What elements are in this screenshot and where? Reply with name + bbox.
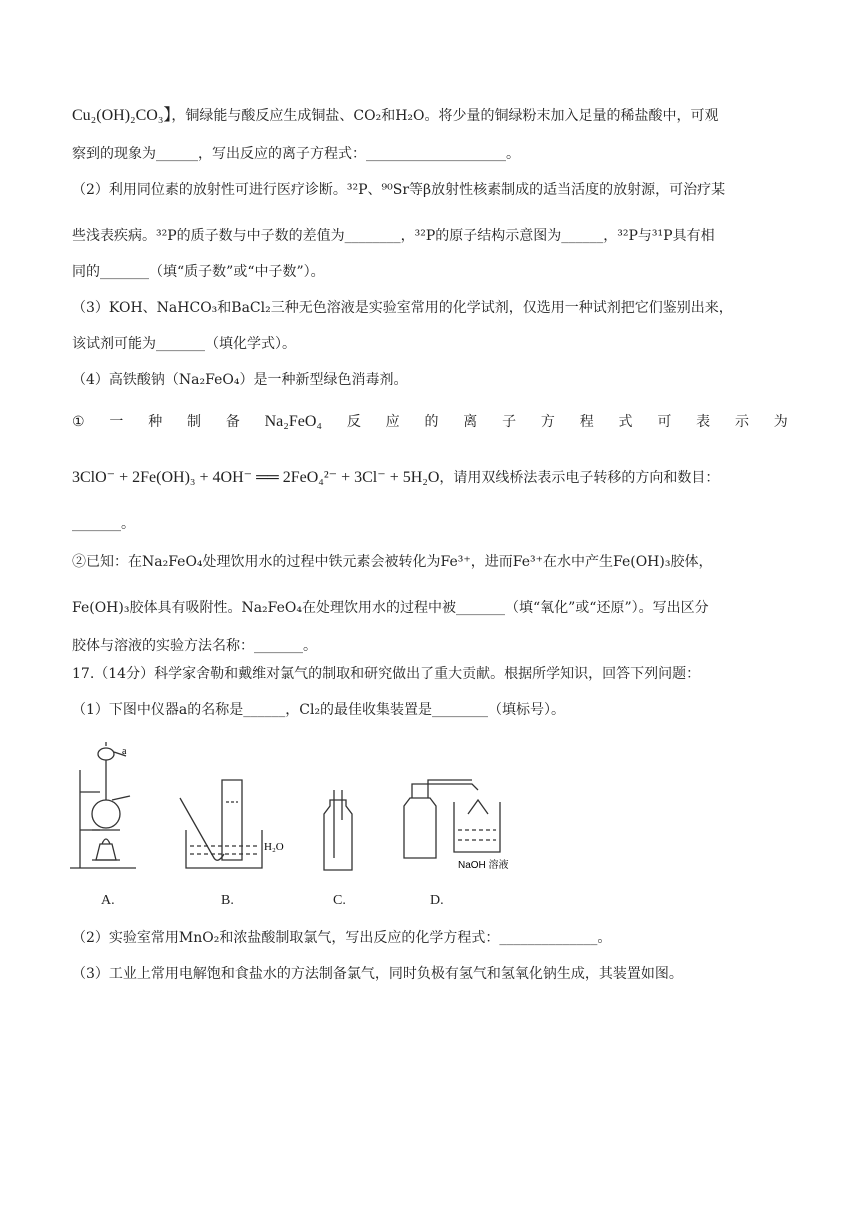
spread-char: 种 [148,414,163,430]
copper-carbonate-formula: Cu₂(OH)₂CO₃】 [72,107,172,124]
q16-intro-line [72,106,719,126]
q16-2-line1: （2）利用同位素的放射性可进行医疗诊断。³²P、⁹⁰Sr等β放射性核素制成的适当活度的放射源，可治疗某 [72,182,726,198]
spread-char: 一 [109,414,124,430]
spread-char: 方 [540,414,555,430]
q16-3-line2: 该试剂可能为_______（填化学式）。 [72,336,296,352]
q16-4-line1: （4）高铁酸钠（Na₂FeO₄）是一种新型绿色消毒剂。 [72,372,408,388]
spread-char: 制 [187,414,201,430]
spread-char: 离 [463,414,478,430]
apparatus-b-figure [178,740,288,876]
q16-2-line2: 些浅表疾病。³²P的质子数与中子数的差值为________，³²P的原子结构示意图为______，³²P与³¹P具有相 [72,228,715,244]
spread-char: 可 [657,414,672,430]
label-water: H₂O [264,841,284,853]
spread-char: 应 [385,414,400,430]
spread-char: 子 [502,414,517,430]
apparatus-c-figure [314,740,358,876]
q16-4-sub2-line2: Fe(OH)₃胶体具有吸附性。Na₂FeO₄在处理饮用水的过程中被_______（填“氧化”或“还原”）。写出区分 [72,600,709,616]
q17-sub2: （2）实验室常用MnO₂和浓盐酸制取氯气，写出反应的化学方程式：______________。 [72,930,612,946]
spread-char: 示 [734,414,749,430]
q17-sub1: （1）下图中仪器a的名称是______，Cl₂的最佳收集装置是________（填标号）。 [72,702,566,718]
fig-label-c: C. [333,893,346,908]
spread-char: 的 [424,414,439,430]
q16-2-line3: 同的_______（填“质子数”或“中子数”）。 [72,264,325,280]
fig-label-b: B. [221,893,234,908]
q16-4-spread-line [72,412,788,432]
equation-tail: ，请用双线桥法表示电子转移的方向和数目： [439,470,720,486]
spread-char: 式 [618,414,633,430]
apparatus-a-figure [66,740,152,876]
fig-label-a: A. [101,893,115,908]
q16-intro-line2: 察到的现象为______，写出反应的离子方程式：____________________。 [72,146,520,162]
fig-label-d: D. [430,893,444,908]
label-naoh: NaOH 溶液 [458,860,509,871]
spread-char: 反 [346,414,361,430]
spread-char: 程 [579,414,594,430]
q16-4-sub2-line3: 胶体与溶液的实验方法名称：_______。 [72,638,317,654]
apparatus-d-figure [398,740,530,880]
spread-char: 备 [225,414,240,430]
q16-3-line1: （3）KOH、NaHCO₃和BaCl₂三种无色溶液是实验室常用的化学试剂，仅选用一种试剂把它们鉴别出来， [72,300,733,316]
q17-sub3: （3）工业上常用电解饱和食盐水的方法制备氯气，同时负极有氢气和氢氧化钠生成，其装置如图。 [72,966,683,982]
q17-header: 17.（14分）科学家舍勒和戴维对氯气的制取和研究做出了重大贡献。根据所学知识，回答下列问题： [72,666,701,682]
q16-4-blank: _______。 [72,516,135,532]
spread-char: 为 [773,414,788,430]
spread-formula: Na₂FeO₄ [264,413,322,430]
q16-4-sub2-line1: ②已知：在Na₂FeO₄处理饮用水的过程中铁元素会被转化为Fe³⁺，进而Fe³⁺在水中产生Fe(OH)₃胶体， [72,554,713,570]
label-a: a [122,746,127,757]
ferrate-equation: 3ClO⁻ + 2Fe(OH)₃ + 4OH⁻ ══ 2FeO₄²⁻ + 3Cl⁻ + 5H₂O [72,469,440,486]
q16-intro-text: ，铜绿能与酸反应生成铜盐、CO₂和H₂O。将少量的铜绿粉末加入足量的稀盐酸中，可观 [171,108,719,124]
q16-4-equation-line [72,468,719,488]
spread-char: 表 [696,414,711,430]
spread-char: ① [72,414,85,430]
